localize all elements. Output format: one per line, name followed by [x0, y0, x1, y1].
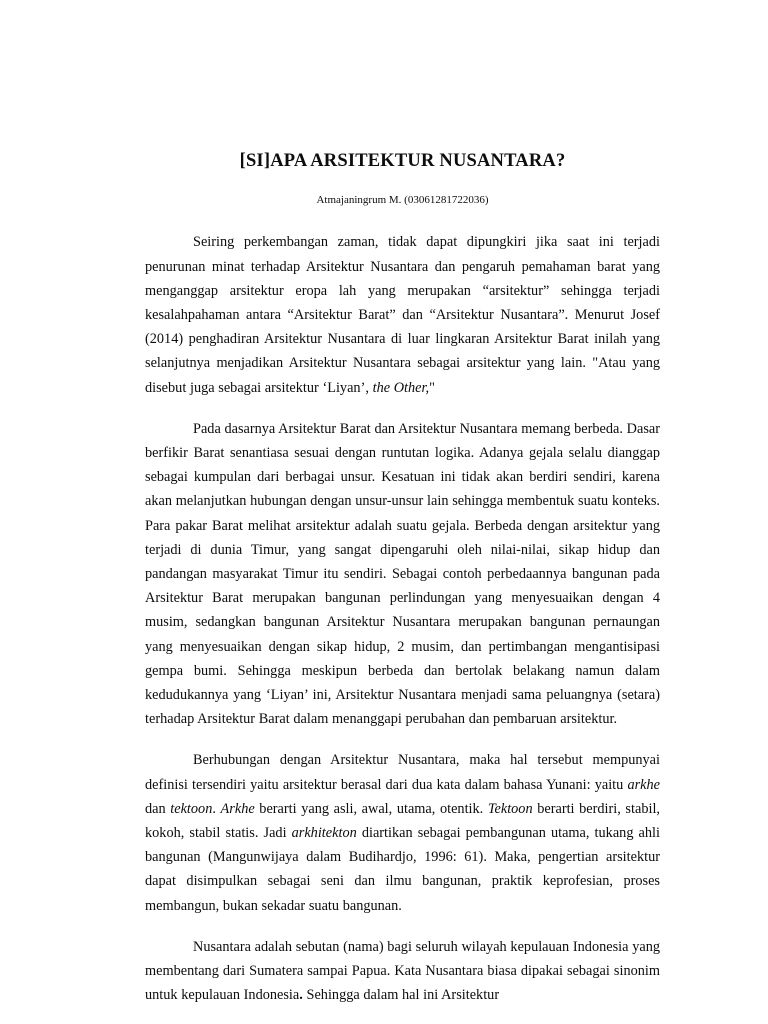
paragraph: Pada dasarnya Arsitektur Barat dan Arsitektur Nusantara memang berbeda. Dasar berfikir Barat senantiasa sesuai dengan runtutan logika. Adanya gejala selalu dianggap sebagai kumpulan dari berbagai unsur. Kesatuan ini tidak akan berdiri sendiri, karena akan melanjutkan hubungan dengan unsur-unsur lain sehingga membentuk suatu konteks. Para pakar Barat melihat arsitektur adalah suatu gejala. Berbeda dengan arsitektur yang terjadi di dunia Timur, yang sangat dipengaruhi oleh nilai-nilai, sikap hidup dan pandangan masyarakat Timur itu sendiri. Sebagai contoh perbedaannya bangunan pada Arsitektur Barat merupakan bangunan perlindungan yang menyesuaikan dengan 4 musim, sedangkan bangunan Arsitektur Nusantara merupakan bangunan pernaungan yang menyesuaikan dengan sikap hidup, 2 musim, dan pertimbangan mengantisipasi gempa bumi. Sehingga meskipun berbeda dan bertolak belakang namun dalam kedudukannya yang ‘Liyan’ ini, Arsitektur Nusantara menjadi sama peluangnya (setara) terhadap Arsitektur Barat dalam menanggapi perubahan dan pembaruan arsitektur. — [145, 420, 660, 728]
document-body — [145, 230, 660, 1007]
paragraph: Nusantara adalah sebutan (nama) bagi seluruh wilayah kepulauan Indonesia yang membentang dari Sumatera sampai Papua. Kata Nusantara biasa dipakai sebagai sinonim untuk kepulauan Indonesia. Sehingga dalam hal ini Arsitektur — [145, 938, 660, 1004]
bold-run: . — [299, 987, 307, 1004]
italic-run: arkhe — [627, 776, 660, 793]
paragraph: Berhubungan dengan Arsitektur Nusantara, maka hal tersebut mempunyai definisi tersendiri yaitu arsitektur berasal dari dua kata dalam bahasa Yunani: yaitu arkhe dan tektoon. Arkhe berarti yang asli, awal, utama, otentik. Tektoon berarti berdiri, stabil, kokoh, stabil statis. Jadi arkhitekton diartikan sebagai pembangunan utama, tukang ahli bangunan (Mangunwijaya dalam Budihardjo, 1996: 61). Maka, pengertian arsitektur dapat disimpulkan sebagai seni dan ilmu bangunan, praktik keprofesian, proses membangun, bukan sekadar suatu bangunan. — [145, 752, 660, 914]
page-title: [SI]APA ARSITEKTUR NUSANTARA? — [239, 151, 566, 171]
italic-run: Arkhe — [220, 800, 255, 817]
author-line: Atmajaningrum M. (03061281722036) — [316, 194, 489, 207]
italic-run: arkhitekton — [291, 825, 357, 842]
italic-run: tektoon — [170, 800, 213, 817]
italic-run: Tektoon — [487, 800, 533, 817]
paragraph: Seiring perkembangan zaman, tidak dapat dipungkiri jika saat ini terjadi penurunan minat terhadap Arsitektur Nusantara dan pengaruh pemahaman barat yang menganggap arsitektur eropa lah yang merupakan “arsitektur” sehingga terjadi kesalahpahaman antara “Arsitektur Barat” dan “Arsitektur Nusantara”. Menurut Josef (2014) penghadiran Arsitektur Nusantara di luar lingkaran Arsitektur Barat inilah yang selanjutnya menjadikan Arsitektur Nusantara sebagai arsitektur yang lain. "Atau yang disebut juga sebagai arsitektur ‘Liyan’, the Other," — [145, 234, 660, 396]
italic-run: the Other, — [372, 379, 430, 396]
